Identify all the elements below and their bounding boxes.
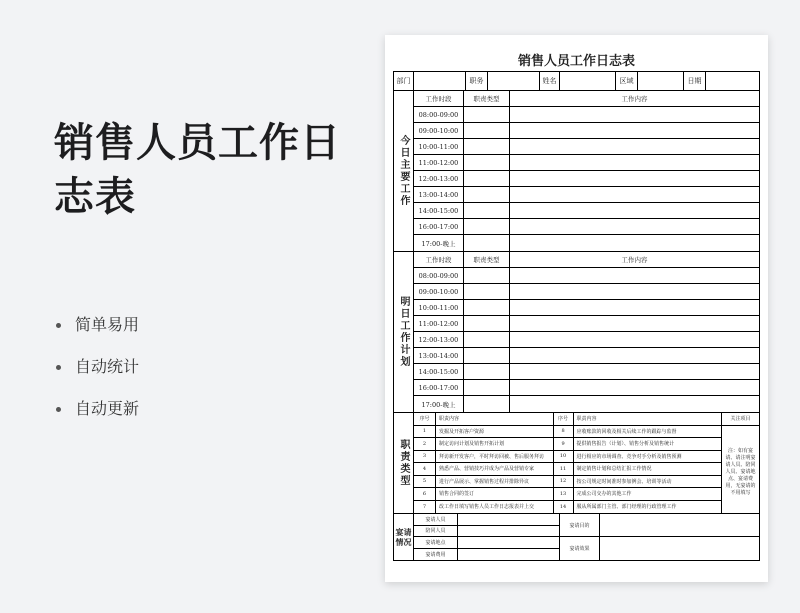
table-row: 11:00-12:00: [414, 316, 759, 332]
note-text: 注：如有宴请、请注明宴请人员、陪同人员、宴请地点、宴请费用，无宴请的不用填写: [725, 447, 756, 496]
table-row: 2 制定访问计划及销售开拓计划 9 提供销售报告（计划）、销售分析及销售统计: [414, 438, 721, 451]
name-label: 姓名: [540, 72, 560, 90]
table-row: 13:00-14:00: [414, 187, 759, 203]
bullet-icon: [56, 365, 61, 370]
document-preview: [385, 35, 768, 582]
table-row: 宴请地点: [414, 537, 559, 549]
feature-list: [56, 312, 139, 438]
table-row: 宴请效果: [560, 537, 759, 560]
table-row: 4 熟悉产品、营销技巧并成为产品及营销专家 11 制定销售计划和总结汇报工作情况: [414, 463, 721, 476]
sheet-title: 销售人员工作日志表: [517, 54, 635, 69]
name-value[interactable]: [560, 72, 616, 90]
table-row: 工作时段 职责类型 工作内容: [414, 252, 759, 268]
page-title: 销售人员工作日志表: [54, 120, 341, 220]
duty-section: [394, 413, 759, 514]
table-row: 14:00-15:00: [414, 364, 759, 380]
note-header: 关注项目: [722, 413, 759, 426]
feature-item: 自动统计: [56, 354, 139, 396]
table-row: 13:00-14:00: [414, 348, 759, 364]
header-row: [394, 72, 759, 91]
table-row: 17:00-晚上: [414, 396, 759, 412]
table-row: 09:00-10:00: [414, 284, 759, 300]
date-label: 日期: [684, 72, 706, 90]
table-row: 陪同人员: [414, 526, 559, 538]
area-label: 区域: [616, 72, 638, 90]
table-row: 12:00-13:00: [414, 332, 759, 348]
table-row: 16:00-17:00: [414, 380, 759, 396]
table-row: 6 销售合同的签订 13 完成公司交办的其他工作: [414, 488, 721, 501]
area-value[interactable]: [638, 72, 684, 90]
table-row: 09:00-10:00: [414, 123, 759, 139]
table-row: 14:00-15:00: [414, 203, 759, 219]
tomorrow-label: 明日工作计划: [394, 252, 414, 412]
table-row: 08:00-09:00: [414, 268, 759, 284]
today-section: [394, 91, 759, 252]
table-row: 7 改工作日填写销售人员工作日志报表并上交 14 服从所属部门主管、部门经理的行政管理工作: [414, 501, 721, 514]
bullet-icon: [56, 407, 61, 412]
table-row: 序号 职责内容 序号 职责内容: [414, 413, 721, 426]
dept-value[interactable]: [414, 72, 466, 90]
table-row: 10:00-11:00: [414, 139, 759, 155]
bullet-icon: [56, 323, 61, 328]
table-row: 3 拜访新开发客户，平时拜访回被、售后服务拜访 10 进行相应的市场调查、竞争对手分析及销售预测: [414, 451, 721, 464]
table-row: 11:00-12:00: [414, 155, 759, 171]
position-value[interactable]: [488, 72, 540, 90]
entertain-label: 宴请情况: [394, 514, 414, 560]
date-value[interactable]: [706, 72, 759, 90]
table-row: 08:00-09:00: [414, 107, 759, 123]
duty-label: 职责类型: [394, 413, 414, 513]
today-label: 今日主要工作: [394, 91, 414, 251]
table-row: 1 发掘及开拓客户资源 8 应收账款的回收及相关后续工作的跟踪与监督: [414, 426, 721, 439]
position-label: 职务: [466, 72, 488, 90]
table-row: 宴请人员: [414, 514, 559, 526]
note-column: [722, 413, 759, 513]
table-row: 宴请目的: [560, 514, 759, 537]
table-row: 宴请费用: [414, 549, 559, 561]
table-row: 12:00-13:00: [414, 171, 759, 187]
dept-label: 部门: [394, 72, 414, 90]
table-row: 16:00-17:00: [414, 219, 759, 235]
entertain-section: [394, 514, 759, 560]
table-row: 工作时段 职责类型 工作内容: [414, 91, 759, 107]
table-row: 17:00-晚上: [414, 235, 759, 251]
table-row: 10:00-11:00: [414, 300, 759, 316]
table-row: 5 进行产品展示、掌握销售过程并排除异议 12 按公司规定时间准时参加例会、培训等活动: [414, 476, 721, 489]
feature-item: 自动更新: [56, 396, 139, 438]
log-table: [393, 71, 760, 561]
feature-item: 简单易用: [56, 312, 139, 354]
tomorrow-section: [394, 252, 759, 413]
